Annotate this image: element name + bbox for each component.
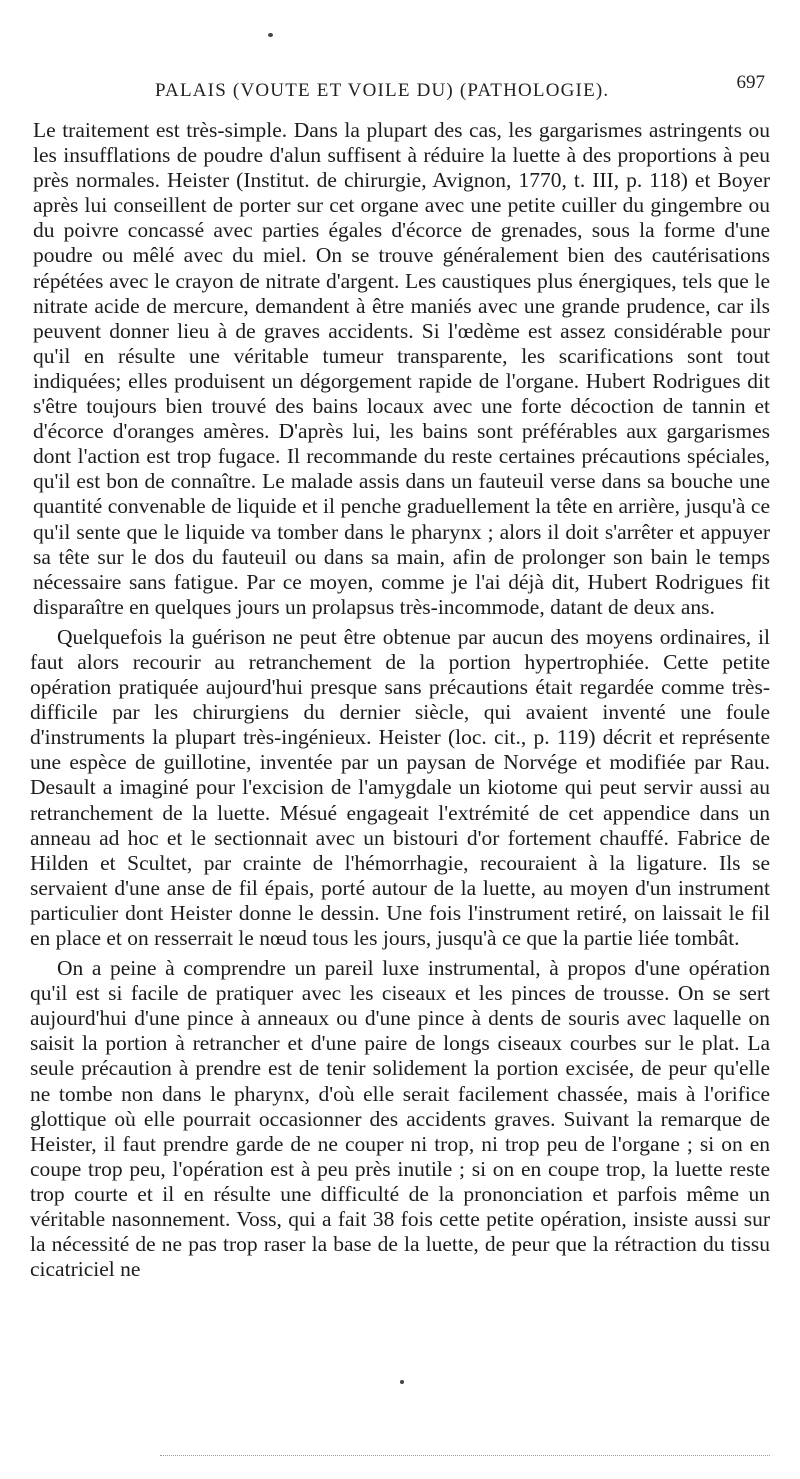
bottom-rule [160,1455,770,1457]
paragraph-instruments: On a peine à comprendre un pareil luxe instrumental, à propos d'une opération qu'il est si facile de pratiquer avec les ciseaux et les pinces de trousse. On se sert aujourd'hui d'une pince à anneaux ou d'une pince à dents de souris avec laquelle on saisit la portion à retrancher et d'une paire de longs ciseaux courbes sur le plat. La seule précaution à prendre est de tenir solidement la portion excisée, de peur qu'elle ne tombe non dans le pharynx, d'où elle serait facilement chassée, mais à l'orifice glottique où elle pourrait occasionner des accidents graves. Suivant la remarque de Heister, il faut prendre garde de ne couper ni trop, ni trop peu de l'organe ; si on en coupe trop peu, l'opération est à peu près inutile ; si on en coupe trop, la luette reste trop courte et il en résulte une difficulté de la prononciation et parfois même un véritable nasonnement. Voss, qui a fait 38 fois cette petite opération, insiste aussi sur la nécessité de ne pas trop raser la base de la luette, de peur que la rétraction du tissu cicatriciel ne [30,956,770,1282]
page-number: 697 [736,72,765,93]
paragraph-excision: Quelquefois la guérison ne peut être obtenue par aucun des moyens ordinaires, il faut alors recourir au retranchement de la portion hypertrophiée. Cette petite opération pratiquée aujourd'hui presque sans précautions était regardée comme très-difficile par les chirurgiens du dernier siècle, qui avaient inventé une foule d'instruments la plupart très-ingénieux. Heister (loc. cit., p. 119) décrit et représente une espèce de guillotine, inventée par un paysan de Norvége et modifiée par Rau. Desault a imaginé pour l'excision de l'amygdale un kiotome qui peut servir aussi au retranchement de la luette. Mésué engageait l'extrémité de cet appendice dans un anneau ad hoc et le sectionnait avec un bistouri d'or fortement chauffé. Fabrice de Hilden et Scultet, par crainte de l'hémorrhagie, recouraient à la ligature. Ils se servaient d'une anse de fil épais, porté autour de la luette, au moyen d'un instrument particulier dont Heister donne le dessin. Une fois l'instrument retiré, on laissait le fil en place et on resserrait le nœud tous les jours, jusqu'à ce que la partie liée tombât. [30,624,770,950]
running-title: PALAIS (VOUTE ET VOILE DU) (PATHOLOGIE). [155,80,610,101]
page-header [155,72,765,106]
body-text [30,118,770,1282]
ink-speck [400,1380,404,1384]
ink-speck [268,33,273,37]
paragraph-treatment: Le traitement est très-simple. Dans la plupart des cas, les gargarismes astringents ou les insufflations de poudre d'alun suffisent à réduire la luette à des proportions à peu près normales. Heister (Institut. de chirurgie, Avignon, 1770, t. III, p. 118) et Boyer après lui conseillent de porter sur cet organe avec une petite cuiller du gingembre ou du poivre concassé avec parties égales d'écorce de grenades, sous la forme d'une poudre ou mêlé avec du miel. On se trouve généralement bien des cautérisations répétées avec le crayon de nitrate d'argent. Les caustiques plus énergiques, tels que le nitrate acide de mercure, demandent à être maniés avec une grande prudence, car ils peuvent donner lieu à de graves accidents. Si l'œdème est assez considérable pour qu'il en résulte une véritable tumeur transparente, les scarifications sont tout indiquées; elles produisent un dégorgement rapide de l'organe. Hubert Rodrigues dit s'être toujours bien trouvé des bains locaux avec une forte décoction de tannin et d'écorce d'oranges amères. D'après lui, les bains sont préférables aux gargarismes dont l'action est trop fugace. Il recommande du reste certaines précautions spéciales, qu'il est bon de connaître. Le malade assis dans un fauteuil verse dans sa bouche une quantité convenable de liquide et il penche graduellement la tête en arrière, jusqu'à ce qu'il sente que le liquide va tomber dans le pharynx ; alors il doit s'arrêter et appuyer sa tête sur le dos du fauteuil ou dans sa main, afin de prolonger son bain le temps nécessaire sans fatigue. Par ce moyen, comme je l'ai déjà dit, Hubert Rodrigues fit disparaître en quelques jours un prolapsus très-incommode, datant de deux ans. [33,118,770,619]
